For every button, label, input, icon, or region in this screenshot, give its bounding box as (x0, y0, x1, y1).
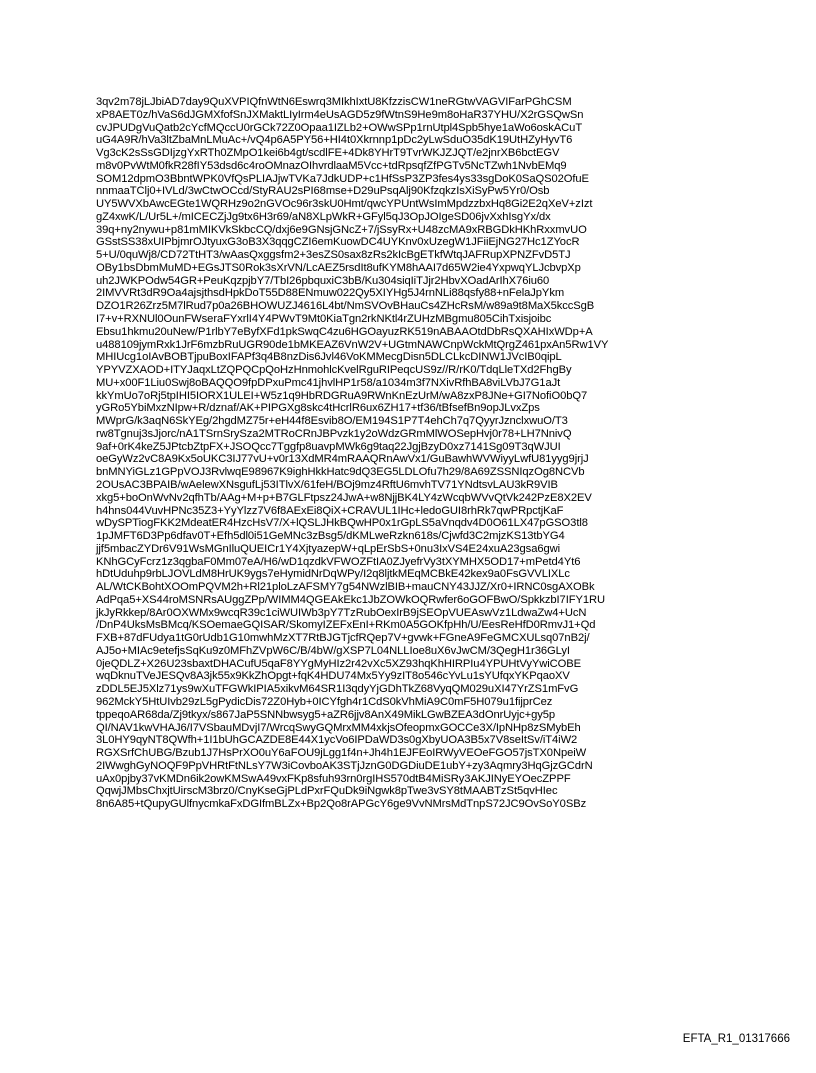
text-line: SOM12dpmO3BbntWPK0VfQsPLIAJjwTVKa7JdkUDP+c1HfSsP3ZP3fes4ys33sgDoK0SaQS02OfuE (96, 172, 589, 185)
text-line: jjf5mbacZYDr6V91WsMGnIluQUEICr1Y4XjtyazepW+qLpErSbS+0nu3IxVS4E24xuA23gsa6gwi (96, 542, 561, 555)
text-line: KNhGCyFcrz1z3qgbaF0Mm07eA/H6/wD1qzdkVFWOZFtIA0ZJyefrVy3tXYMHX5OD17+mPetd4Yt6 (96, 555, 581, 568)
text-line: DZO1R26Zrz5M7lRud7p0a26BHOWUZJ4616L4bt/NmSVOvBHauCs4ZHcRsM/w89a9t8MaX5kccSgB (96, 300, 595, 313)
text-line: xkg5+boOnWvNv2qfhTb/AAg+M+p+B7GLFtpsz24JwA+w8NjjBK4LY4zWcqbWVvQtVk242PzE8X2EV (96, 491, 592, 504)
text-line: RGXSrfChUBG/Bzub1J7HsPrXO0uY6aFOU9jLgg1f4n+Jh4h1EJFEoIRWyVEOeFGO57jsTX0NpeiW (96, 747, 587, 760)
text-line: Vg3cK2sSsGDIjzgYxRTh0ZMpO1kei6b4gt/scdlFE+4Dk8YHrT9TvrWKJZJQT/e2jnrXB6bctEGV (96, 147, 560, 160)
text-line: 1pJMFT6D3Pp6dfav0T+Efh5dl0i51GeMNc3zBsg5/dKMLweRzkn618s/Cjwfd3C2mjzKS13tbYG4 (96, 530, 565, 543)
text-line: MU+x00F1Liu0Swj8oBAQQO9fpDPxuPmc41jhvlHP1r58/a1034m3f7NXivRfhBA8viLVbJ7G1aJt (96, 376, 561, 389)
text-line: xP8AET0z/hVaS6dJGMXfofSnJXMaktLIyIrm4eUsAGD5z9fWtnS9He9m8oHaR37YHU/X2rGSQwSn (96, 108, 584, 121)
text-line: uAx0pjby37vKMDn6ik2owKMSwA49vxFKp8sfuh93rn0rgIHS570dtB4MiSRy3AKJINyEYOecZPPF (96, 772, 571, 785)
text-line: MWprG/k3aqN6SkYEg/2hgdMZ75r+eH44f8Esvib8O/EM194S1P7T4ehCh7q7QyyrJznclxwuO/T3 (96, 415, 568, 428)
text-line: cvJPUDgVuQatb2cYcfMQccU0rGCk72Z0Opaa1IZLb2+OWwSPp1rnUtpl4Spb5hye1aWo6oskACuT (96, 121, 583, 134)
text-line: oeGyWz2vC8A9Kx5oUKC3IJ77vU+v0r13XdMR4mRAAQRnAwVx1/GuBawhWVWiyyLwfU81yyg9jrjJ (96, 453, 589, 466)
text-line: 2IMVVRt3dR9Oa4ajsjthsdHpkDoT55D88ENmuw022Qy5XIYHg5J4rnNLi88qsfy88+nFelaJpYkm (96, 287, 565, 300)
text-line: yGRo5YbiMxzNIpw+R/dznaf/AK+PIPGXg8skc4tHcrlR6ux6ZH17+tf36/tBfsefBn9opJLvxZps (96, 402, 540, 415)
text-line: bnMNYiGLz1GPpVOJ3RvlwqE98967K9ighHkkHatc9dQ3EG5LDLOfu7h29/8A69ZSSNIqzOg8NCVb (96, 466, 585, 479)
text-line: AJ5o+MIAc9etefjsSqKu9z0MFhZVpW6C/B/4bW/gXSP7L04NLLIoe8uX6vJwCM/3QegH1r36GLyI (96, 644, 570, 657)
text-line: 2IWwghGyNOQF9PpVHRtFtNLsY7W3iCovboAK3STjJznG0DGDiuDE1ubY+zy3Aqmry3HqGjzGCdrN (96, 759, 593, 772)
text-line: hDtUduhp9rbLJOVLdM8HrUK9ygs7eHymidNrDqWPy/I2q8ljtkMEqMCBkE42kex9a0FsGVVLIXLc (96, 568, 570, 581)
text-line: 5+U/0quWj8/CD72TtHT3/wAasQxggsfm2+3esZS0sax8zRs2kIcBgETkfWtqJAFRupXPNZFvD5TJ (96, 249, 571, 262)
text-line: tppeqoAR68da/Zj9tkyx/s867JaP5SNNbwsyg5+aZR6jjv8AnX49MikLGwBZEA3dOnrUyjc+gy5p (96, 708, 556, 721)
text-line: h4hns044VuvHPNc35Z3+YyYlzz7V6f8AExEi8QiX+CRAVUL1IHc+ledoGUI8rhRk7qwPRpctjKaF (96, 504, 564, 517)
text-line: YPYVZXAOD+ITYJaqxLtZQPQCpQoHzHnmohlcKvelRguRIPeqcUS9z//R/rK0/TdqLleTXd2FhgBy (96, 364, 572, 377)
text-line: 39q+ny2nywu+p81mMIKVkSkbcCQ/dxj6e9GNsjGNcZ+7/jSsyRx+U48zcMA9xRBGDkHKhRxxmvUO (96, 223, 587, 236)
text-line: OBy1bsDbmMuMD+EGsJTS0Rok3sXrVN/LcAEZ5rsdIt8ufKYM8hAAI7d65W2ie4YxpwqYLJcbvpXp (96, 261, 581, 274)
text-line: 3L0HY9qyNT8QWfh+1I1bUhGCAZDE8E44X1ycVo6IPDaWD3s0gXbyUOA3B5x7V8seItSv/iT4iW2 (96, 734, 578, 747)
text-line: zDDL5EJ5Xlz71ys9wXuTFGWkIPIA5xikvM64SR1I3qdyYjGDhTkZ68VyqQM029uXI47YrZS1mFvG (96, 683, 579, 696)
text-line: 9af+0rK4keZ5JPtcbZtpFX+JSOQcc7Tggfp8uavpMWk6g9taq22JgjBzyD0xz7141Sg09T3qWJUI (96, 440, 561, 453)
text-line: uh2JWKPOdw54GR+PeuKqzpjbY7/TbI26pbquxiC3bB/Ku304siqIiTJjr2HbvXOadArIhX76iu60 (96, 274, 550, 287)
text-line: jkJyRkkep/8Ar0OXWMx9wcqR39c1ciWUIWb3pY7TzRubOexIrB9jSEOpVUEAswVz1LdwaZw4+UcN (96, 606, 587, 619)
text-line: I7+v+RXNUl0OunFWseraFYxrlI4Y4PWvT9Mt0KiaTgn2rkNKtl4rZUHzMBgmu805CihTxisjoibc (96, 313, 552, 326)
text-line: 3qv2m78jLJbiAD7day9QuXVPIQfnWtN6Eswrq3MIkhIxtU8KfzzisCW1neRGtwVAGVIFarPGhCSM (96, 96, 572, 108)
text-line: FXB+87dFUdya1tG0rUdb1G10mwhMzXT7RtBJGTjcfRQep7V+gvwk+FGneA9FeGMCXULsq07nB2j/ (96, 632, 590, 645)
text-line: AdPqa5+XS44roMSNRsAUggZPp/WIMM4QGEAkEkc1JbZOWkOQRwfer6oGOFBwO/SpkkzbI7IFY1RU (96, 593, 606, 606)
text-line: GSstSS38xUIPbjmrOJtyuxG3oB3X3qqgCZI6emKuowDC4UYKnv0xUzegW1JFiiEjNG27Hc1ZYocR (96, 236, 580, 249)
text-line: 8n6A85+tQupyGUlfnycmkaFxDGIfmBLZx+Bp2Qo8rAPGcY6ge9VvNMrsMdTnpS72JC9OvSoY0SBz (96, 798, 587, 811)
text-line: MHIUcg1oIAvBOBTjpuBoxIFAPf3q4B8nzDis6Jvl46VoKMMecgDisn5DLCLkcDINW1JVcIB0qipL (96, 351, 562, 364)
text-line: 962MckY5HtUIvb29zL5gPydicDis72Z0Hyb+0ICYfgh4r1CdS0kVhMiA9C0mF5H079u1fijprCez (96, 695, 553, 708)
text-line: UY5WVXbAwcEGte1WQRHz9o2nGVOc96r3skU0Hmt/qwcYPUntWsImMpdzzbxHq8Gi2E2qXeV+zIzt (96, 198, 593, 211)
text-line: gZ4xwK/L/Ur5L+/mICECZjJg9tx6H3r69/aN8XLpWkR+GFyl5qJ3OpJOIgeSD06jvXxhIsgYx/dx (96, 210, 551, 223)
text-line: m8v0PvWtM0fkR28fIY53dsd6c4roOMnazOIhvrdlaaM5Vcc+tdRpsqfZfPGTv5NcTZwh1NvbEMq9 (96, 159, 567, 172)
text-line: wqDknuTVeJESQv8A3jk55x9KkZhOpgt+fqK4HDU74Mx5Yy9zIT8o546cYvLu1sYUfqxYKPqaoXV (96, 670, 570, 683)
text-line: u488109jymRxk1JrF6mzbRuUGR90de1bMKEAZ6VnW2V+UGtmNAWCnpWckMtQrgZ461pxAn5Rw1VY (96, 338, 609, 351)
text-line: QqwjJMbsChxjtUirscM3brz0/CnyKseGjPLdPxrFQuDk9iNgwk8pTwe3vSY8tMAABTzSt5qvHIec (96, 785, 558, 798)
text-line: wDySPTiogFKK2MdeatER4HzcHsV7/X+lQSLJHkBQwHP0x1rGpLS5aVnqdv4D0O61LX47pGSO3tl8 (96, 517, 588, 530)
text-line: /DnP4UksMsBMcq/KSOemaeGQISAR/SkomyIZEFxEnI+RKm0A5GOKfpHh/U/EesReHfD0RmvJ1+Qd (96, 619, 596, 632)
text-line: AL/WtCKBohtXOOmPQVM2h+Rl21ploLzAFSMY7g54NWzlBIB+mauCNY43JJZ/Xr0+IRNC0sgAXOBk (96, 581, 595, 594)
text-line: rw8Tgnuj3sJjorc/nA1TSrnSrySza2MTRoCRnJBPvzk1y2oWdzGRmMlWOSepHvj0r78+LH7NnivQ (96, 427, 572, 440)
text-line: nnmaaTClj0+IVLd/3wCtwOCcd/StyRAU2sPI68mse+D29uPsqAlj90KfzqkzIsXiSyPw5Yr0/Osb (96, 185, 550, 198)
text-line: uG4A9R/hVa3ltZbaMnLMuAc+/vQ4p6A5PY56+HI4t0Xkrnnp1pDc2yLwSduO35dK19UtHZyHyvT6 (96, 134, 573, 147)
text-line: 0jeQDLZ+X26U23sbaxtDHACufU5qaF8YYgMyHIz2r42vXc5XZ93hqKhHIRPIu4YPUHtVyYwiCOBE (96, 657, 582, 670)
document-id-footer: EFTA_R1_01317666 (682, 1033, 790, 1045)
text-line: kkYmUo7oRj5tpIHI5IORX1ULEI+W5z1q9HbRDGRuA9RWnKnEzUrM/wA8zxP8JNe+GI7NofiO0bQ7 (96, 389, 588, 402)
encoded-text-block (96, 96, 776, 811)
text-line: QI/NAV1kwVHAJ6/I7VSbauMDvjI7/WrcqSwyGQMrxMM4xkjsOfeopmxGOCCe3X/IpNHp8zSMybEh (96, 721, 581, 734)
text-line: 2OUsAC3BPAIB/wAelewXNsgufLj53ITlvX/61feH/BOj9mz4RftU6mvhTV71YNdtsvLAU3kR9VIB (96, 478, 558, 491)
text-line: Ebsu1hkmu20uNew/P1rlbY7eByfXFd1pkSwqC4zu6HGOayuzRK519nABAAOtdDbRsQXAHIxWDp+A (96, 325, 593, 338)
